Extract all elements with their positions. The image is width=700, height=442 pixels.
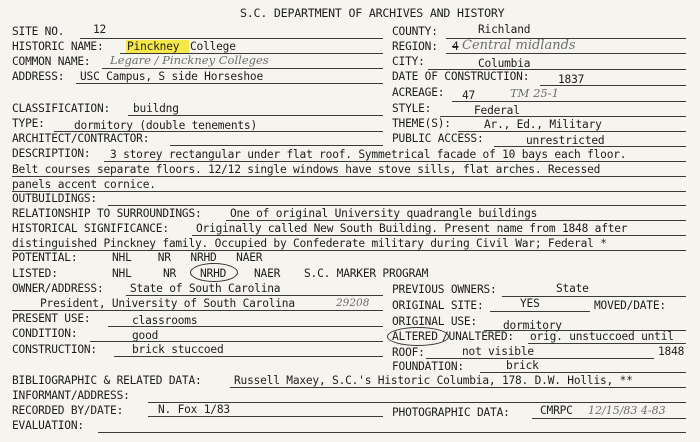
listed-nhl: NHL bbox=[112, 267, 132, 280]
original-site-label: ORIGINAL SITE: bbox=[392, 299, 484, 312]
roof-year: 1848 bbox=[658, 345, 685, 358]
common-name-line bbox=[102, 68, 383, 69]
photographic-line bbox=[532, 418, 686, 419]
type-label: TYPE: bbox=[12, 117, 45, 130]
historic-name-label: HISTORIC NAME: bbox=[12, 40, 104, 53]
historic-name-rest: College bbox=[190, 40, 236, 53]
listed-naer: NAER bbox=[254, 267, 281, 280]
significance-line-1: Originally called New South Building. Present name from 1848 after bbox=[196, 222, 628, 235]
classification-label: CLASSIFICATION: bbox=[12, 102, 111, 115]
original-use-label: ORIGINAL USE: bbox=[392, 315, 477, 328]
owner-rule-1 bbox=[126, 295, 383, 296]
present-use-line bbox=[108, 326, 383, 327]
county-value: Richland bbox=[478, 23, 531, 36]
site-no-line bbox=[80, 38, 383, 39]
city-label: CITY: bbox=[392, 55, 425, 68]
altered-label: ALTERED bbox=[392, 330, 438, 343]
themes-line bbox=[458, 131, 686, 132]
date-construction-label: DATE OF CONSTRUCTION: bbox=[392, 70, 530, 83]
owner-label: OWNER/ADDRESS: bbox=[12, 282, 104, 295]
county-label: COUNTY: bbox=[392, 25, 438, 38]
historic-name-highlight: Pinckney bbox=[127, 40, 180, 53]
common-name-handwritten: Legare / Pinckney Colleges bbox=[110, 53, 269, 67]
roof-value: not visible bbox=[462, 345, 534, 358]
construction-value: brick stuccoed bbox=[132, 343, 224, 356]
original-site-line bbox=[490, 311, 590, 312]
present-use-label: PRESENT USE: bbox=[12, 312, 91, 325]
site-no-value: 12 bbox=[93, 23, 107, 36]
nrhd-circle bbox=[190, 263, 238, 282]
recorded-line bbox=[148, 416, 383, 417]
style-value: Federal bbox=[474, 104, 520, 117]
photographic-label: PHOTOGRAPHIC DATA: bbox=[392, 406, 510, 419]
bibliographic-line bbox=[230, 387, 686, 388]
acreage-label: ACREAGE: bbox=[392, 86, 445, 99]
previous-owners-value: State bbox=[556, 282, 589, 295]
city-value: Columbia bbox=[478, 57, 531, 70]
altered-value: orig. unstuccoed until bbox=[530, 330, 674, 343]
foundation-value: brick bbox=[506, 359, 539, 372]
description-rule-1 bbox=[104, 161, 686, 162]
card-title: S.C. DEPARTMENT OF ARCHIVES AND HISTORY bbox=[240, 6, 505, 20]
public-access-value: unrestricted bbox=[526, 134, 605, 147]
address-line bbox=[76, 83, 383, 84]
recorded-value: N. Fox 1/83 bbox=[158, 403, 230, 416]
address-label: ADDRESS: bbox=[12, 70, 65, 83]
public-access-line bbox=[494, 146, 686, 147]
condition-value: good bbox=[132, 329, 159, 342]
marker-program: S.C. MARKER PROGRAM bbox=[304, 267, 429, 280]
informant-label: INFORMANT/ADDRESS: bbox=[12, 389, 130, 402]
themes-label: THEME(S): bbox=[392, 117, 451, 130]
relationship-label: RELATIONSHIP TO SURROUNDINGS: bbox=[12, 207, 202, 220]
listed-nr: NR bbox=[163, 267, 177, 280]
potential-options: NHL NR NRHD NAER bbox=[112, 251, 263, 264]
relationship-value: One of original University quadrangle buildings bbox=[230, 207, 538, 220]
classification-line bbox=[128, 115, 383, 116]
moved-date-label: MOVED/DATE: bbox=[594, 299, 666, 312]
condition-label: CONDITION: bbox=[12, 327, 78, 340]
style-line bbox=[440, 116, 686, 117]
description-rule-3 bbox=[12, 191, 686, 192]
style-label: STYLE: bbox=[392, 102, 432, 115]
construction-label: CONSTRUCTION: bbox=[12, 343, 97, 356]
region-line bbox=[446, 53, 686, 54]
address-value: USC Campus, S side Horseshoe bbox=[80, 70, 263, 83]
owner-line-2: President, University of South Carolina bbox=[40, 297, 295, 310]
owner-line-1: State of South Carolina bbox=[130, 282, 281, 295]
potential-label: POTENTIAL: bbox=[12, 251, 78, 264]
description-label: DESCRIPTION: bbox=[12, 147, 91, 160]
classification-value: buildng bbox=[133, 102, 179, 115]
original-use-value: dormitory bbox=[503, 319, 562, 332]
evaluation-label: EVALUATION: bbox=[12, 419, 84, 432]
description-rule-2 bbox=[12, 176, 686, 177]
original-site-value: YES bbox=[520, 297, 540, 310]
owner-zip-handwritten: 29208 bbox=[336, 297, 370, 309]
date-construction-line bbox=[540, 85, 686, 86]
listed-label: LISTED: bbox=[12, 267, 58, 280]
evaluation-line bbox=[98, 432, 686, 433]
significance-line-2: distinguished Pinckney family. Occupied by Confederate military during Civil War; Federal * bbox=[12, 237, 607, 250]
significance-label: HISTORICAL SIGNIFICANCE: bbox=[12, 222, 169, 235]
description-line-2: Belt courses separate floors. 12/12 single windows have stove sills, flat arches. Recessed bbox=[12, 163, 601, 176]
architect-label: ARCHITECT/CONTRACTOR: bbox=[12, 132, 150, 145]
outbuildings-line bbox=[108, 205, 686, 206]
owner-rule-2 bbox=[12, 310, 383, 311]
description-line-1: 3 storey rectangular under flat roof. Symmetrical facade of 10 bays each floor. bbox=[110, 148, 627, 161]
photographic-value: CMRPC bbox=[540, 404, 573, 417]
roof-label: ROOF: bbox=[392, 346, 425, 359]
photographic-handwritten: 12/15/83 4-83 bbox=[588, 404, 666, 417]
public-access-label: PUBLIC ACCESS: bbox=[392, 132, 484, 145]
roof-line bbox=[426, 358, 654, 359]
previous-owners-label: PREVIOUS OWNERS: bbox=[392, 283, 497, 296]
unaltered-label: /UNALTERED: bbox=[442, 330, 514, 343]
region-label: REGION: bbox=[392, 40, 438, 53]
acreage-value: 47 bbox=[462, 89, 476, 102]
condition-line bbox=[90, 341, 383, 342]
site-no-label: SITE NO. bbox=[12, 25, 65, 38]
themes-value: Ar., Ed., Military bbox=[484, 118, 602, 131]
construction-line bbox=[114, 356, 383, 357]
region-handwritten: Central midlands bbox=[462, 38, 576, 53]
listed-nrhd: NRHD bbox=[200, 267, 227, 280]
region-struck: 4 bbox=[452, 40, 459, 53]
type-value: dormitory (double tenements) bbox=[74, 119, 257, 132]
acreage-line bbox=[452, 101, 686, 102]
bibliographic-label: BIBLIOGRAPHIC & RELATED DATA: bbox=[12, 374, 202, 387]
altered-line bbox=[528, 343, 686, 344]
bibliographic-value: Russell Maxey, S.C.'s Historic Columbia, 178. D.W. Hollis, ** bbox=[234, 374, 633, 387]
architect-line bbox=[170, 145, 383, 146]
foundation-line bbox=[480, 372, 686, 373]
relationship-line bbox=[226, 220, 686, 221]
description-line-3: panels accent cornice. bbox=[12, 178, 156, 191]
foundation-label: FOUNDATION: bbox=[392, 360, 464, 373]
present-use-value: classrooms bbox=[132, 314, 198, 327]
acreage-handwritten: TM 25-1 bbox=[510, 86, 559, 100]
outbuildings-label: OUTBUILDINGS: bbox=[12, 192, 97, 205]
significance-rule-1 bbox=[192, 235, 686, 236]
recorded-label: RECORDED BY/DATE: bbox=[12, 404, 124, 417]
date-construction-value: 1837 bbox=[558, 73, 585, 86]
common-name-label: COMMON NAME: bbox=[12, 55, 91, 68]
